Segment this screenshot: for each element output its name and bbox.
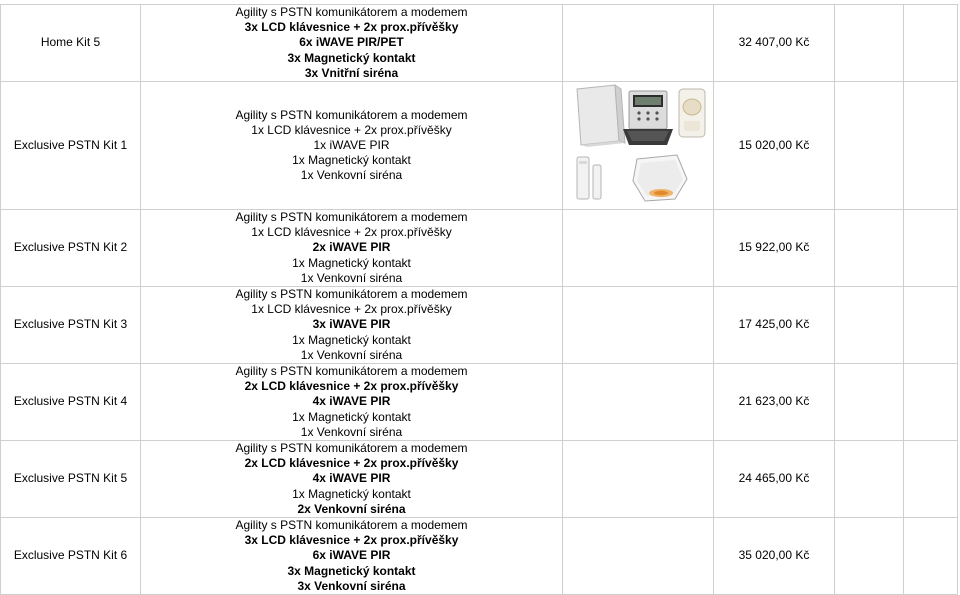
kit-product-photo — [563, 83, 713, 209]
kit-name: Home Kit 5 — [1, 5, 141, 82]
table-row — [1, 82, 958, 210]
kit-line: Agility s PSTN komunikátorem a modemem — [235, 5, 468, 19]
kit-image-cell — [563, 82, 714, 210]
kit-line: 1x Magnetický kontakt — [292, 409, 411, 424]
kit-price: 21 623,00 Kč — [714, 364, 835, 441]
empty-cell — [835, 518, 904, 595]
kit-line: 1x LCD klávesnice + 2x prox.přívěšky — [251, 225, 452, 240]
kit-line: Agility s PSTN komunikátorem a modemem — [235, 107, 468, 122]
kit-name: Exclusive PSTN Kit 3 — [1, 287, 141, 364]
kit-name: Exclusive PSTN Kit 4 — [1, 364, 141, 441]
lcd-keypad-icon — [623, 91, 673, 145]
kit-contents — [141, 364, 563, 441]
control-panel-icon — [577, 85, 625, 147]
kit-line: 1x Venkovní siréna — [300, 270, 403, 285]
kit-name: Exclusive PSTN Kit 5 — [1, 441, 141, 518]
kit-name: Exclusive PSTN Kit 1 — [1, 82, 141, 210]
empty-cell — [904, 287, 958, 364]
kit-line: 1x Venkovní siréna — [300, 168, 403, 183]
kit-line: 1x Magnetický kontakt — [292, 332, 411, 347]
kit-image-cell — [563, 364, 714, 441]
empty-cell — [835, 5, 904, 82]
kit-line: 2x LCD klávesnice + 2x prox.přívěšky — [244, 456, 459, 471]
kit-price: 15 922,00 Kč — [714, 210, 835, 287]
kit-price: 35 020,00 Kč — [714, 518, 835, 595]
kit-line: 1x Magnetický kontakt — [292, 255, 411, 270]
kit-line: 1x Venkovní siréna — [300, 347, 403, 362]
kit-line: 2x iWAVE PIR — [312, 240, 391, 255]
table-row — [1, 210, 958, 287]
kit-line: 2x LCD klávesnice + 2x prox.přívěšky — [244, 379, 459, 394]
kit-line: Agility s PSTN komunikátorem a modemem — [235, 287, 468, 302]
table-row — [1, 518, 958, 595]
kit-line: 3x LCD klávesnice + 2x prox.přívěšky — [244, 533, 459, 548]
kit-price: 17 425,00 Kč — [714, 287, 835, 364]
kit-line: 3x Venkovní siréna — [297, 578, 406, 593]
kit-line: 1x Venkovní siréna — [300, 424, 403, 439]
kit-line: 1x iWAVE PIR — [313, 137, 390, 152]
kit-contents — [141, 518, 563, 595]
table-row — [1, 5, 958, 82]
kit-image-cell — [563, 210, 714, 287]
kit-line: 6x iWAVE PIR — [312, 548, 391, 563]
empty-cell — [904, 441, 958, 518]
kit-line: Agility s PSTN komunikátorem a modemem — [235, 518, 468, 533]
kit-price: 32 407,00 Kč — [714, 5, 835, 82]
product-table — [0, 4, 958, 595]
empty-cell — [835, 287, 904, 364]
kit-price: 15 020,00 Kč — [714, 82, 835, 210]
empty-cell — [904, 518, 958, 595]
kit-line: Agility s PSTN komunikátorem a modemem — [235, 364, 468, 379]
kit-image-cell — [563, 287, 714, 364]
empty-cell — [835, 441, 904, 518]
kit-line: 2x Venkovní siréna — [297, 501, 406, 516]
kit-line: 1x Magnetický kontakt — [292, 486, 411, 501]
table-row — [1, 441, 958, 518]
pir-detector-icon — [679, 89, 705, 137]
kit-line: 6x iWAVE PIR/PET — [299, 35, 404, 50]
kit-image-cell — [563, 441, 714, 518]
empty-cell — [835, 210, 904, 287]
kit-image-cell — [563, 5, 714, 82]
outdoor-siren-icon — [633, 155, 687, 201]
empty-cell — [835, 364, 904, 441]
magnetic-contact-icon — [577, 157, 601, 199]
kit-line: 3x Magnetický kontakt — [287, 563, 416, 578]
kit-price: 24 465,00 Kč — [714, 441, 835, 518]
kit-line: 4x iWAVE PIR — [312, 394, 391, 409]
table-row — [1, 364, 958, 441]
empty-cell — [835, 82, 904, 210]
kit-contents — [141, 5, 563, 82]
table-row — [1, 287, 958, 364]
kit-line: 1x LCD klávesnice + 2x prox.přívěšky — [251, 302, 452, 317]
empty-cell — [904, 210, 958, 287]
kit-line: 1x LCD klávesnice + 2x prox.přívěšky — [251, 122, 452, 137]
kit-contents — [141, 210, 563, 287]
empty-cell — [904, 364, 958, 441]
empty-cell — [904, 5, 958, 82]
kit-image-cell — [563, 518, 714, 595]
kit-line: Agility s PSTN komunikátorem a modemem — [235, 210, 468, 225]
kit-line: 4x iWAVE PIR — [312, 471, 391, 486]
empty-cell — [904, 82, 958, 210]
kit-name: Exclusive PSTN Kit 6 — [1, 518, 141, 595]
kit-line: 3x Vnitřní siréna — [304, 65, 399, 80]
kit-name: Exclusive PSTN Kit 2 — [1, 210, 141, 287]
kit-line: 3x iWAVE PIR — [312, 317, 391, 332]
kit-line: 1x Magnetický kontakt — [292, 153, 411, 168]
kit-line: 3x Magnetický kontakt — [287, 50, 416, 65]
kit-contents — [141, 82, 563, 210]
kit-contents — [141, 287, 563, 364]
kit-contents — [141, 441, 563, 518]
kit-line: Agility s PSTN komunikátorem a modemem — [235, 441, 468, 456]
kit-line: 3x LCD klávesnice + 2x prox.přívěšky — [244, 20, 459, 35]
